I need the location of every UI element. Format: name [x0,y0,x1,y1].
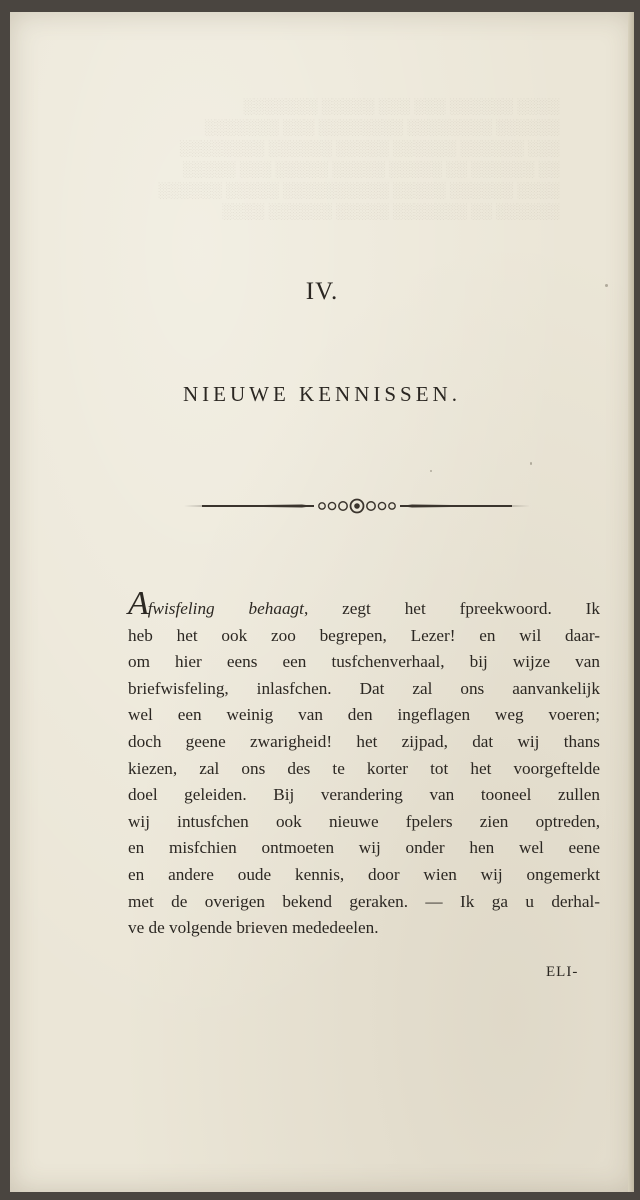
text-line-1: Afwisfeling behaagt, zegt het fpreekwoord. Ik [128,585,600,622]
text-line-10: en misfchien ontmoeten wij onder hen wel eene [128,838,600,858]
text-line-8: doel geleiden. Bij verandering van tooneel zullen [128,785,600,805]
paper-speck [430,470,432,472]
text-line-4: briefwisfeling, inlasfchen. Dat zal ons aanvankelijk [128,678,600,698]
text-line-12: met de overigen bekend geraken. — Ik ga u derhal- [128,891,600,911]
text-line-13: ve de volgende brieven mededeelen. [128,918,379,938]
text-line-3: om hier eens een tusfchenverhaal, bij wijze van [128,652,600,672]
chapter-title: NIEUWE KENNISSEN. [183,382,461,406]
book-page [10,12,634,1192]
page-edge [628,12,634,1192]
text-line-5: wel een weinig van den ingeflagen weg voeren; [128,705,600,725]
catchword: ELI- [546,964,579,980]
show-through-texture: ░░░░ ░░░░░░ ░░░ ░░░ ░░░░░ ░░░░░░░ ░░░░░░ ░░░░░░░░ ░░░░░░░░ ░░░ ░░░░░░░ ░░░ ░░░░░░ ░░░░░░ ░░░░░ ░░░░░░ ░░░░░░░░ ░░ ░░░░░░ ░░ ░░░░░ ░░░░░ ░░░░░ ░░░ ░░░░░ ░░░░ ░░░░░░ ░░░░░ ░░░░░░░░░░ ░░░░░ ░░░░░░ ░░░░░░ ░░ ░░░░░░░ ░░░░░ ░░░░░░ ░░░░ [158,99,560,220]
text-line-7: kiezen, zal ons des te korter tot het voorgeftelde [128,758,600,778]
body-paragraph [128,585,600,942]
text-line-11: en andere oude kennis, door wien wij ongemerkt [128,864,600,884]
drop-cap: A [128,585,148,622]
text-line-9: wij intusfchen ook nieuwe fpelers zien optreden, [128,811,600,831]
ornament-rule-icon [182,496,532,516]
paper-speck [530,462,532,465]
italic-lead-phrase: fwisfeling behaagt [147,599,304,618]
paper-speck [605,284,608,287]
text-line-2: heb het ook zoo begrepen, Lezer! en wil daar- [128,625,600,645]
chapter-number: IV. [305,278,339,305]
text-line-6: doch geene zwarigheid! het zijpad, dat wij thans [128,731,600,751]
